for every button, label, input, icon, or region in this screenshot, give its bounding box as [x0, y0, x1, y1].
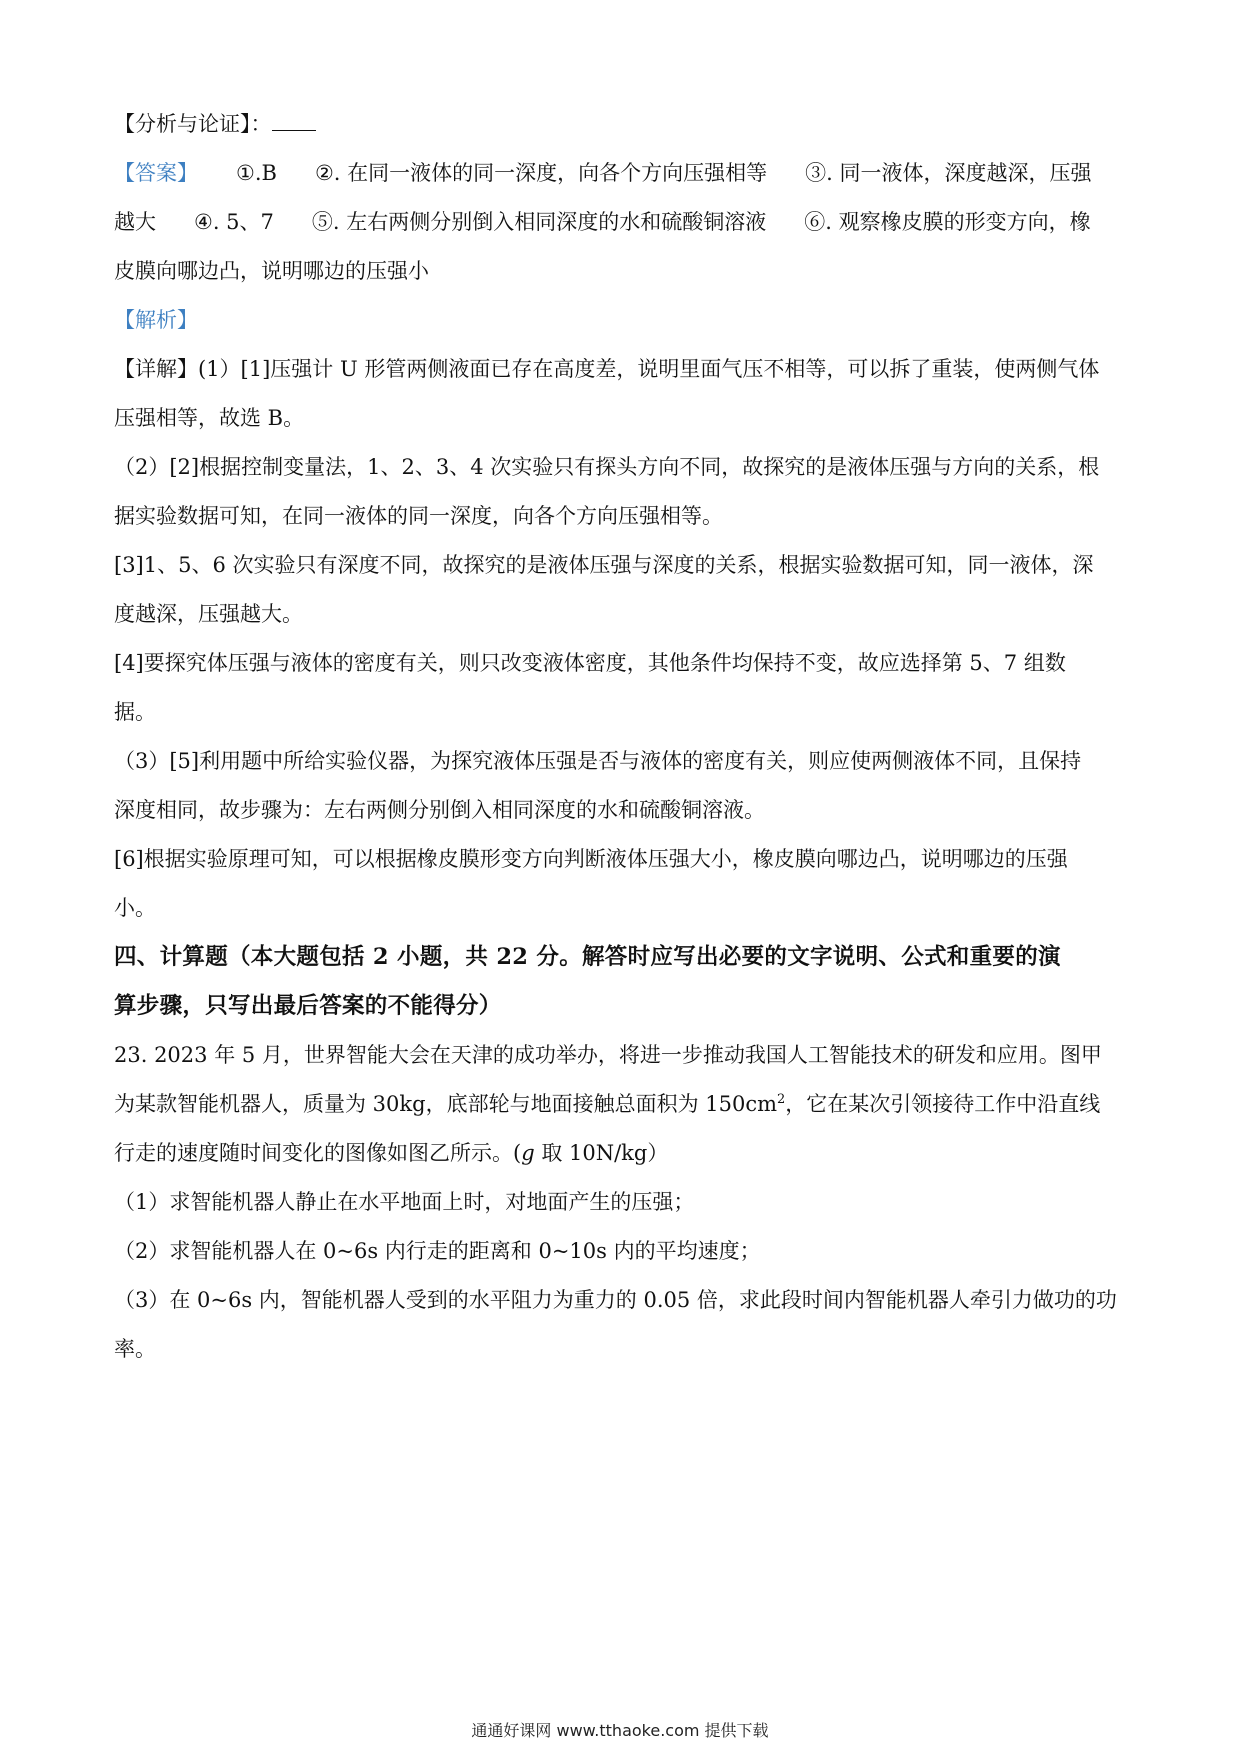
explanation-line: （3）[5]利用题中所给实验仪器，为探究液体压强是否与液体的密度有关，则应使两侧液体不同，且保持 — [114, 749, 1082, 773]
answer-3-cont: 越大 — [114, 210, 156, 234]
explanation-line: [6]根据实验原理可知，可以根据橡皮膜形变方向判断液体压强大小，橡皮膜向哪边凸，说明哪边的压强 — [114, 847, 1068, 871]
answer-line-1 — [114, 149, 1130, 198]
sub-question-3: （3）在 0~6s 内，智能机器人受到的水平阻力为重力的 0.05 倍，求此段时间内智能机器人牵引力做功的功 — [114, 1288, 1117, 1312]
question-23-line-2 — [114, 1080, 1130, 1129]
sub-question-2: （2）求智能机器人在 0~6s 内行走的距离和 0~10s 内的平均速度； — [114, 1239, 761, 1263]
question-text: 行走的速度随时间变化的图像如图乙所示。( — [114, 1141, 522, 1165]
answer-blank — [272, 112, 316, 131]
question-23-line-1: 23. 2023 年 5 月，世界智能大会在天津的成功举办，将进一步推动我国人工智能技术的研发和应用。图甲 — [114, 1043, 1102, 1067]
sub-question-3-cont: 率。 — [114, 1337, 156, 1361]
explanation-line: [3]1、5、6 次实验只有深度不同，故探究的是液体压强与深度的关系，根据实验数据可知，同一液体，深 — [114, 553, 1094, 577]
question-text: 取 10N/kg） — [534, 1141, 669, 1165]
explanation-line: 小。 — [114, 896, 156, 920]
answer-tag: 【答案】 — [114, 161, 198, 185]
answer-line-2 — [114, 198, 1130, 247]
superscript: 2 — [777, 1092, 786, 1107]
answer-3: ③. 同一液体，深度越深，压强 — [805, 161, 1092, 185]
explanation-tag: 【解析】 — [114, 308, 198, 332]
explanation-line: （2）[2]根据控制变量法，1、2、3、4 次实验只有探头方向不同，故探究的是液体压强与方向的关系，根 — [114, 455, 1100, 479]
gravity-symbol: g — [521, 1141, 535, 1165]
question-text: ，它在某次引领接待工作中沿直线 — [785, 1092, 1101, 1116]
explanation-line: 压强相等，故选 B。 — [114, 406, 305, 430]
sub-question-1: （1）求智能机器人静止在水平地面上时，对地面产生的压强； — [114, 1190, 695, 1214]
explanation-line: 度越深，压强越大。 — [114, 602, 303, 626]
section-heading: 四、计算题（本大题包括 2 小题，共 22 分。解答时应写出必要的文字说明、公式和重要的演 — [114, 944, 1061, 970]
explanation-line: 【详解】(1）[1]压强计 U 形管两侧液面已存在高度差，说明里面气压不相等，可以拆了重装，使两侧气体 — [114, 357, 1100, 381]
page-footer: 通通好课网 www.tthaoke.com 提供下载 — [471, 1721, 769, 1740]
section-heading-cont: 算步骤，只写出最后答案的不能得分） — [114, 993, 502, 1019]
question-text: 为某款智能机器人，质量为 30kg，底部轮与地面接触总面积为 150cm — [114, 1092, 777, 1116]
answer-5: ⑤. 左右两侧分别倒入相同深度的水和硫酸铜溶液 — [311, 210, 767, 234]
answer-6: ⑥. 观察橡皮膜的形变方向，橡 — [804, 210, 1091, 234]
answer-line-3 — [114, 247, 1130, 296]
explanation-line: [4]要探究体压强与液体的密度有关，则只改变液体密度，其他条件均保持不变，故应选择第 5、7 组数 — [114, 651, 1066, 675]
explanation-line: 据实验数据可知，在同一液体的同一深度，向各个方向压强相等。 — [114, 504, 723, 528]
analysis-line — [114, 100, 1130, 149]
answer-6-cont: 皮膜向哪边凸，说明哪边的压强小 — [114, 259, 429, 283]
explanation-line: 深度相同，故步骤为：左右两侧分别倒入相同深度的水和硫酸铜溶液。 — [114, 798, 765, 822]
answer-2: ②. 在同一液体的同一深度，向各个方向压强相等 — [314, 161, 768, 185]
explanation-line: 据。 — [114, 700, 156, 724]
analysis-label: 【分析与论证】： — [114, 112, 272, 136]
answer-1: ①.B — [236, 161, 277, 185]
document-page — [114, 100, 1130, 1374]
answer-4: ④. 5、7 — [194, 210, 274, 234]
question-23-line-3 — [114, 1129, 1130, 1178]
